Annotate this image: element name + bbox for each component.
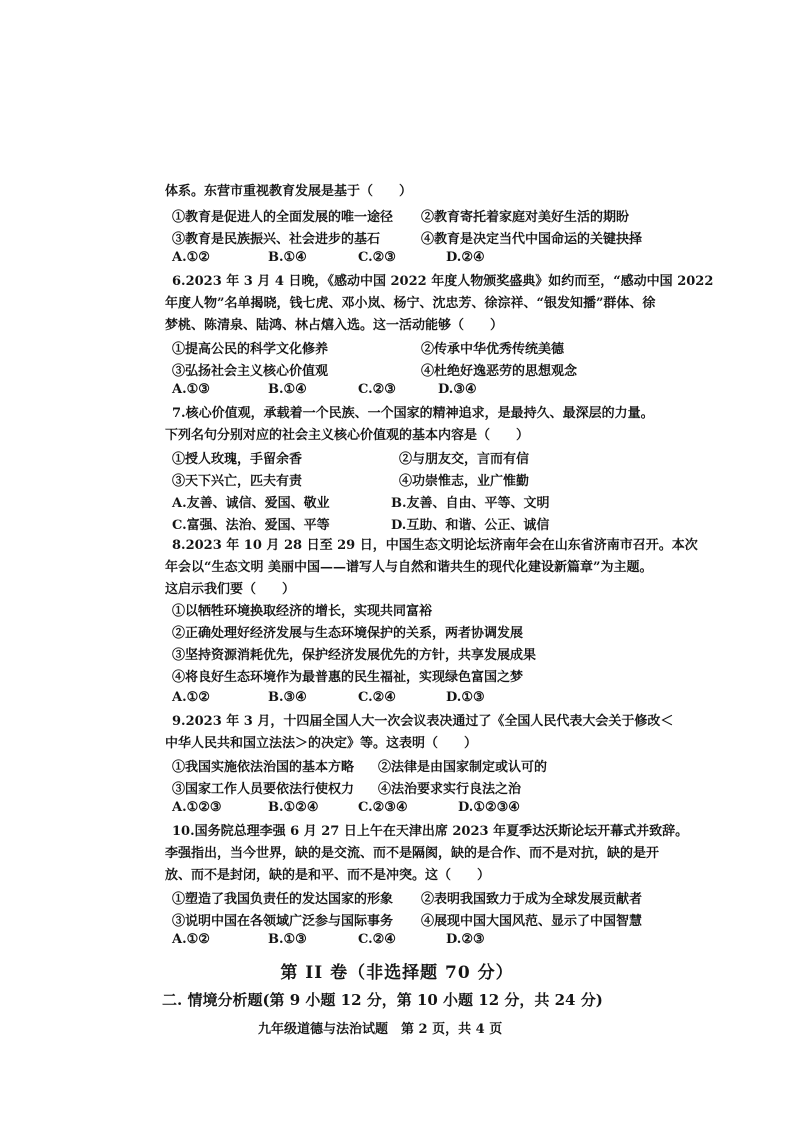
q9-stem-line-1: 9.2023 年 3 月，十四届全国人大一次会议表决通过了《全国人民代表大会关于修改＜	[172, 714, 674, 729]
q6-choice-d: D.③④	[438, 382, 477, 397]
q7-choices-row-2	[0, 514, 794, 536]
q7-items-row-1	[0, 448, 794, 470]
q9-choice-b: B.①②④	[268, 800, 319, 815]
q5-item-4: ④教育是决定当代中国命运的关键抉择	[421, 232, 643, 247]
q7-choices-row-1	[0, 492, 794, 514]
q9-item-2: ②法律是由国家制定或认可的	[378, 760, 548, 775]
q9-item-1: ①我国实施依法治国的基本方略	[172, 760, 355, 775]
q5-item-3: ③教育是民族振兴、社会进步的基石	[172, 232, 381, 247]
q6-choice-b: B.①④	[268, 382, 307, 397]
q5-items-row-1	[0, 206, 794, 228]
q5-choice-c: C.②③	[358, 250, 396, 265]
q10-choice-c: C.②④	[358, 932, 396, 947]
q6-stem-line-3: 梦桃、陈清泉、陆鸿、林占熺入选。这一活动能够（ ）	[165, 318, 504, 333]
q6-stem-line-1: 6.2023 年 3 月 4 日晚，《感动中国 2022 年度人物颁奖盛典》如约而至，“感动中国 2022	[172, 274, 714, 289]
q9-choice-d: D.①②③④	[458, 800, 520, 815]
q9-choices-row	[0, 800, 794, 822]
q8-item-3: ③坚持资源消耗优先，保护经济发展优先的方针，共享发展成果	[172, 648, 537, 663]
q7-item-4: ④功崇惟志，业广惟勤	[399, 474, 530, 489]
q9-choice-c: C.②③④	[358, 800, 408, 815]
q8-choices-row	[0, 690, 794, 712]
q8-item-4: ④将良好生态环境作为最普惠的民生福祉，实现绿色富国之梦	[172, 670, 524, 685]
q7-choice-a: A.友善、诚信、爱国、敬业	[172, 496, 330, 511]
q5-stem-continuation: 体系。东营市重视教育发展是基于（ ）	[165, 184, 413, 199]
q9-items-row-1	[0, 756, 794, 778]
q10-choice-d: D.②③	[446, 932, 485, 947]
q10-item-2: ②表明我国致力于成为全球发展贡献者	[421, 892, 643, 907]
q5-item-1: ①教育是促进人的全面发展的唯一途径	[172, 210, 394, 225]
part-2-heading: 二. 情境分析题(第 9 小题 12 分，第 10 小题 12 分，共 24 分)	[162, 991, 603, 1009]
q7-choice-b: B.友善、自由、平等、文明	[391, 496, 550, 511]
q10-item-1: ①塑造了我国负责任的发达国家的形象	[172, 892, 394, 907]
q8-choice-a: A.①②	[172, 690, 210, 705]
q5-choice-d: D.②④	[446, 250, 485, 265]
q7-items-row-2	[0, 470, 794, 492]
q6-items-row-1	[0, 338, 794, 360]
q6-item-1: ①提高公民的科学文化修养	[172, 342, 329, 357]
q6-stem-line-2: 年度人物”名单揭晓，钱七虎、邓小岚、杨宁、沈忠芳、徐淙祥、“银发知播”群体、徐	[165, 296, 656, 311]
q8-item-2: ②正确处理好经济发展与生态环境保护的关系，两者协调发展	[172, 626, 524, 641]
q10-choices-row	[0, 932, 794, 954]
q8-choice-c: C.②④	[358, 690, 396, 705]
q5-choices-row	[0, 250, 794, 272]
q6-item-3: ③弘扬社会主义核心价值观	[172, 364, 329, 379]
q8-choice-b: B.③④	[268, 690, 307, 705]
q5-item-2: ②教育寄托着家庭对美好生活的期盼	[421, 210, 630, 225]
q10-item-3: ③说明中国在各领域广泛参与国际事务	[172, 914, 394, 929]
q7-choice-c: C.富强、法治、爱国、平等	[172, 518, 330, 533]
q5-choice-b: B.①④	[268, 250, 307, 265]
q6-choice-c: C.②③	[358, 382, 396, 397]
q7-item-2: ②与朋友交，言而有信	[399, 452, 530, 467]
q8-item-1: ①以牺牲环境换取经济的增长，实现共同富裕	[172, 604, 433, 619]
q10-stem-line-2: 李强指出，当今世界，缺的是交流、而不是隔阂，缺的是合作、而不是对抗，缺的是开	[165, 846, 660, 861]
q8-stem-line-3: 这启示我们要（ ）	[165, 582, 296, 597]
q10-choice-b: B.①③	[268, 932, 307, 947]
q10-items-row-2	[0, 910, 794, 932]
q7-stem-line-1: 7.核心价值观，承载着一个民族、一个国家的精神追求，是最持久、最深层的力量。	[172, 406, 654, 421]
q6-item-2: ②传承中华优秀传统美德	[421, 342, 565, 357]
q7-item-1: ①授人玫瑰，手留余香	[172, 452, 303, 467]
q8-stem-line-2: 年会以“生态文明 美丽中国——谱写人与自然和谐共生的现代化建设新篇章”为主题。	[165, 560, 653, 575]
q10-items-row-1	[0, 888, 794, 910]
page-footer: 九年级道德与法治试题 第 2 页，共 4 页	[258, 1022, 503, 1037]
q7-choice-d: D.互助、和谐、公正、诚信	[391, 518, 550, 533]
q9-stem-line-2: 中华人民共和国立法法＞的决定》等。这表明（ ）	[165, 736, 478, 751]
q6-items-row-2	[0, 360, 794, 382]
q10-item-4: ④展现中国大国风范、显示了中国智慧	[421, 914, 643, 929]
q9-items-row-2	[0, 778, 794, 800]
q10-stem-line-3: 放、而不是封闭，缺的是和平、而不是冲突。这（ ）	[165, 868, 491, 883]
q6-choices-row	[0, 382, 794, 404]
q6-choice-a: A.①③	[172, 382, 210, 397]
q9-item-4: ④法治要求实行良法之治	[378, 782, 522, 797]
q7-item-3: ③天下兴亡，匹夫有责	[172, 474, 303, 489]
q7-stem-line-2: 下列名句分别对应的社会主义核心价值观的基本内容是（ ）	[165, 428, 530, 443]
q8-stem-line-1: 8.2023 年 10 月 28 日至 29 日，中国生态文明论坛济南年会在山东省济南市召开。本次	[172, 538, 698, 553]
section-2-title: 第 II 卷（非选择题 70 分）	[280, 963, 514, 983]
q5-choice-a: A.①②	[172, 250, 210, 265]
q10-stem-line-1: 10.国务院总理李强 6 月 27 日上午在天津出席 2023 年夏季达沃斯论坛开幕式并致辞。	[172, 824, 689, 839]
q10-choice-a: A.①②	[172, 932, 210, 947]
q8-choice-d: D.①③	[446, 690, 485, 705]
q9-choice-a: A.①②③	[172, 800, 222, 815]
q5-items-row-2	[0, 228, 794, 250]
q9-item-3: ③国家工作人员要依法行使权力	[172, 782, 355, 797]
q6-item-4: ④杜绝好逸恶劳的思想观念	[421, 364, 578, 379]
